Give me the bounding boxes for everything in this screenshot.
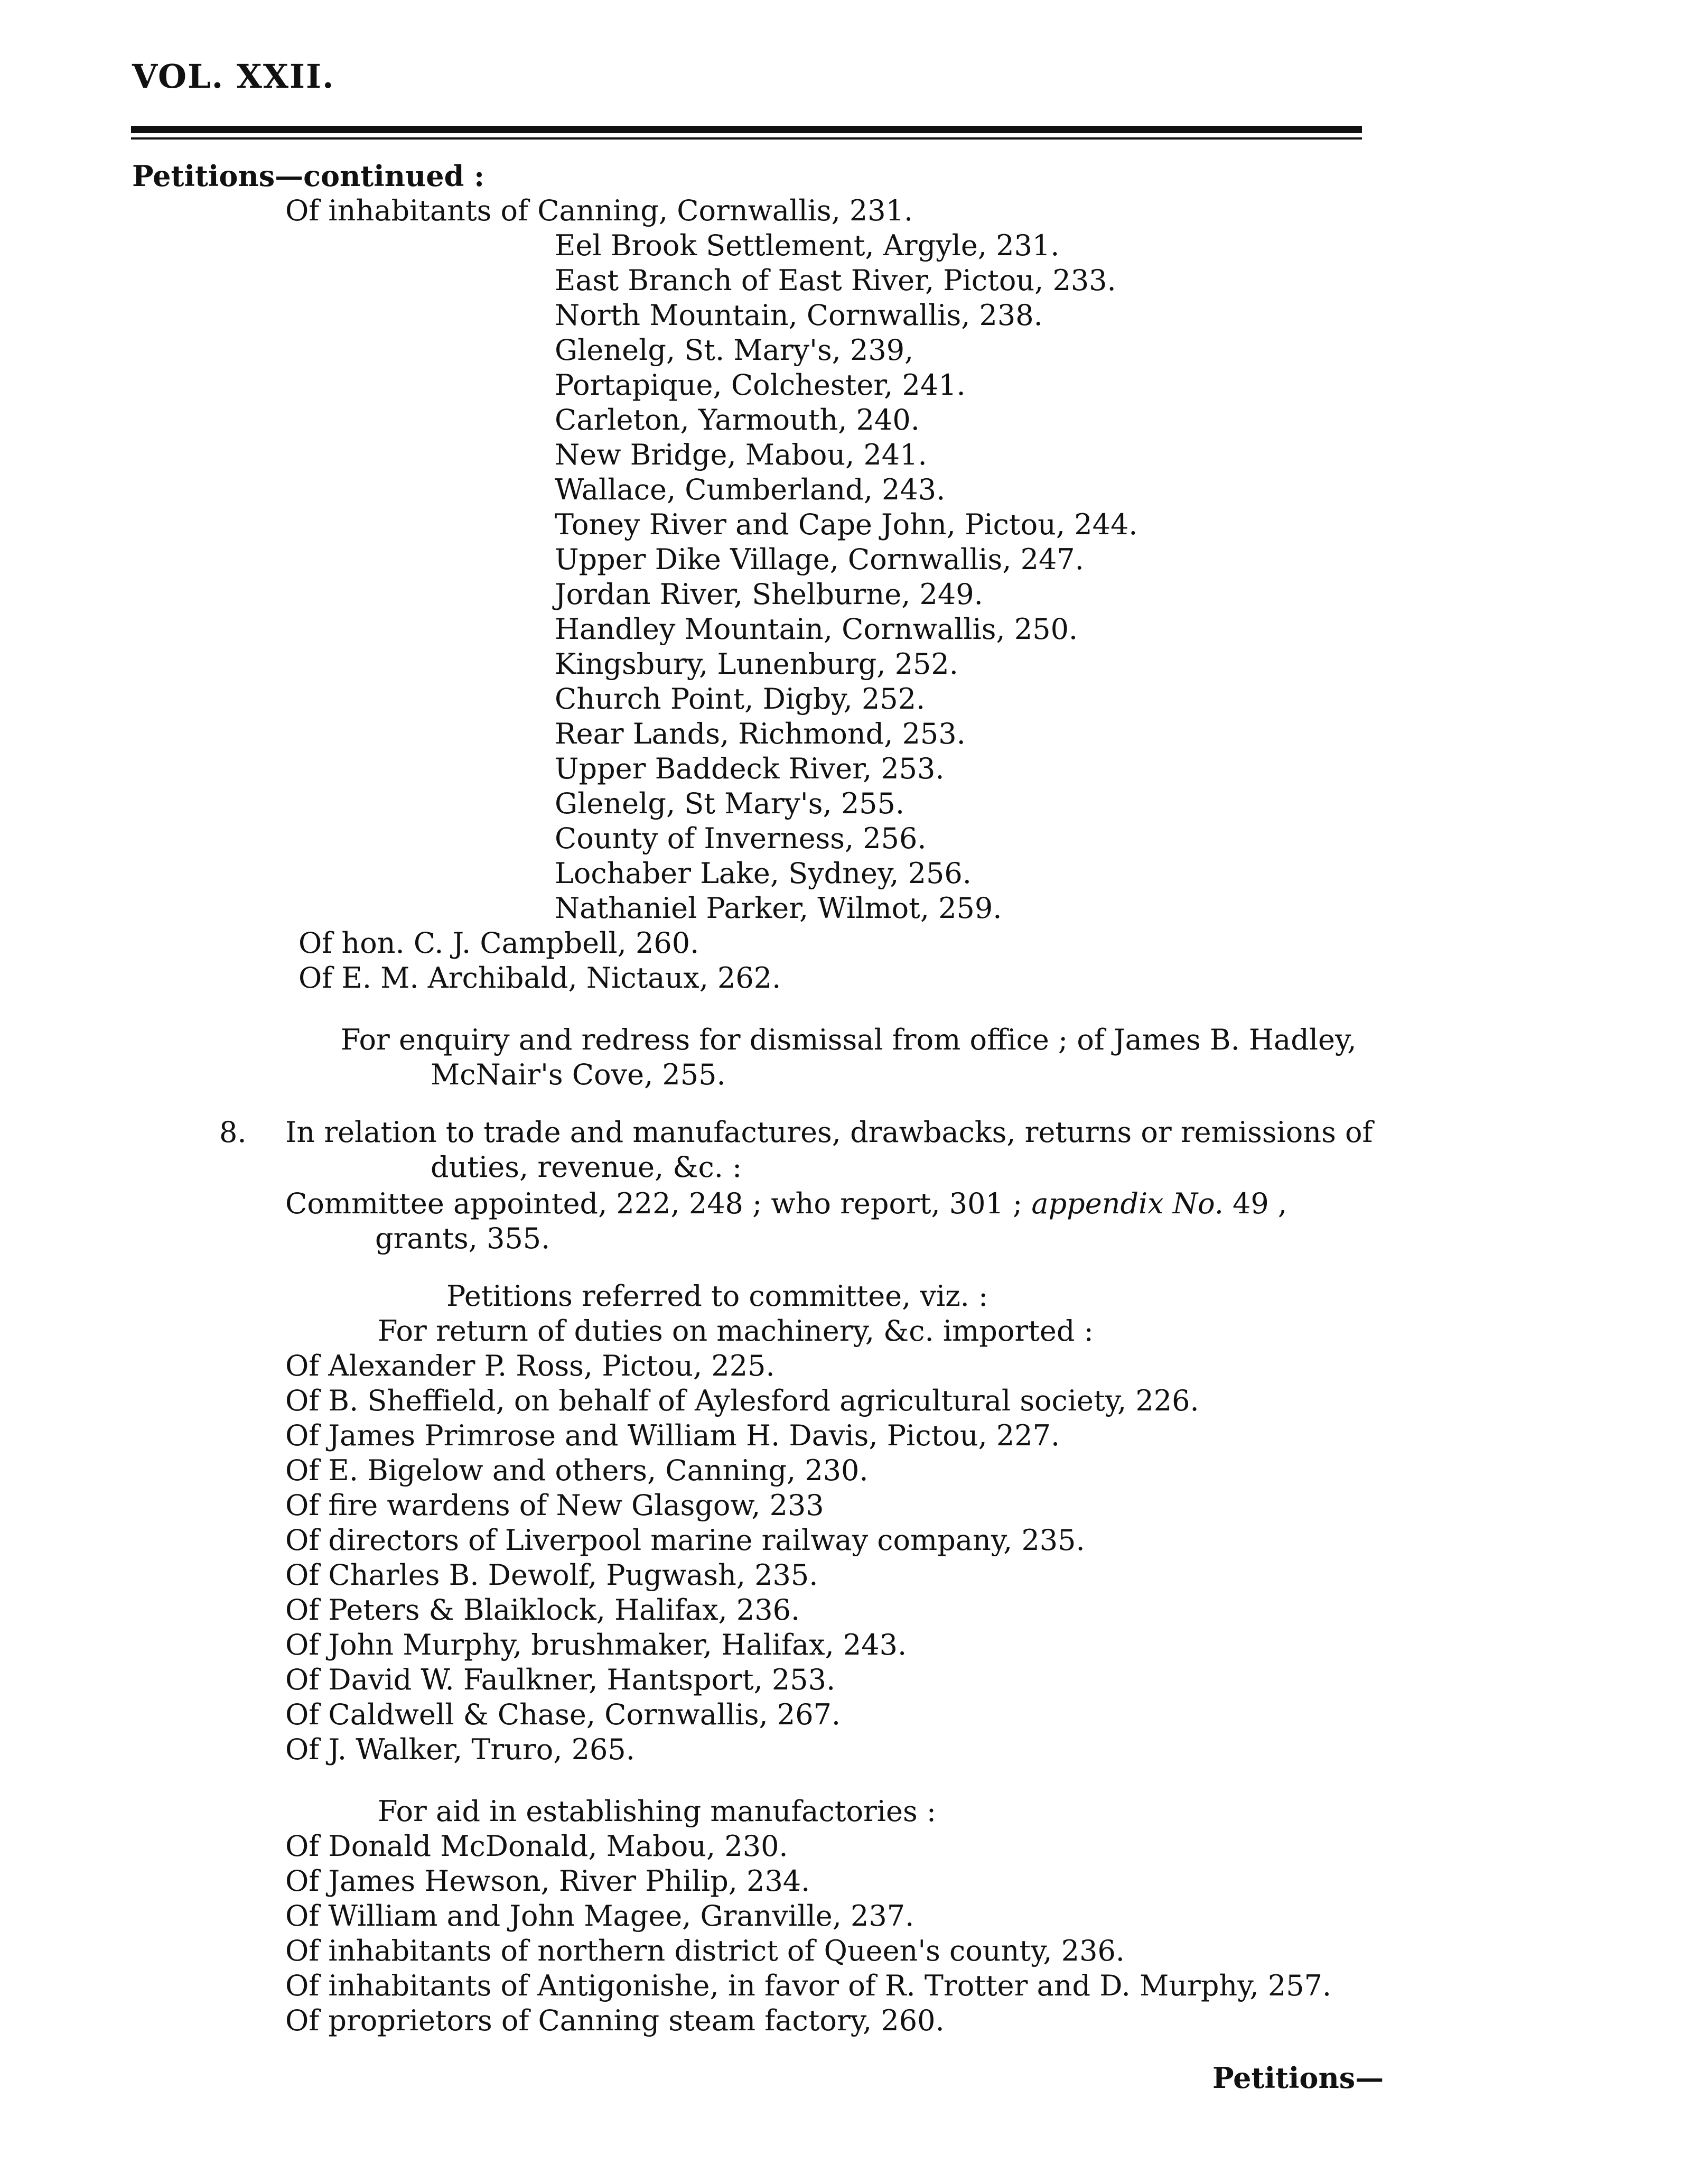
list-item: Eel Brook Settlement, Argyle, 231. (555, 229, 1060, 262)
list-item: Of Caldwell & Chase, Cornwallis, 267. (285, 1698, 841, 1731)
list-item: Of Donald McDonald, Mabou, 230. (285, 1829, 788, 1863)
referred-heading: Petitions referred to committee, viz. : (446, 1279, 988, 1313)
list-item: Of William and John Magee, Granville, 237. (285, 1899, 914, 1933)
list-item: Of inhabitants of Antigonishe, in favor of R. Trotter and D. Murphy, 257. (285, 1969, 1332, 2002)
list-item: Of E. Bigelow and others, Canning, 230. (285, 1454, 869, 1487)
committee-line (285, 1186, 1287, 1221)
header-rule-thick (131, 126, 1362, 133)
list-item: Of hon. C. J. Campbell, 260. (298, 926, 699, 960)
item8-line-1: In relation to trade and manufactures, drawbacks, returns or remissions of (285, 1116, 1373, 1149)
catchword: Petitions— (1212, 2061, 1384, 2095)
header-rule-thin (131, 137, 1362, 140)
enquiry-line-1: For enquiry and redress for dismissal from office ; of James B. Hadley, (341, 1023, 1357, 1056)
manufactories-heading: For aid in establishing manufactories : (378, 1795, 937, 1828)
list-item: Of B. Sheffield, on behalf of Aylesford agricultural society, 226. (285, 1384, 1199, 1417)
list-item: Glenelg, St Mary's, 255. (555, 787, 905, 820)
list-item: Toney River and Cape John, Pictou, 244. (555, 508, 1138, 541)
item8-line-2: duties, revenue, &c. : (431, 1150, 742, 1184)
list-item: New Bridge, Mabou, 241. (555, 438, 927, 471)
volume-header: VOL. XXII. (132, 57, 335, 96)
list-item: Upper Dike Village, Cornwallis, 247. (555, 543, 1084, 576)
list-item: North Mountain, Cornwallis, 238. (555, 299, 1043, 332)
appendix-number: 49 , (1223, 1187, 1287, 1220)
list-item: Nathaniel Parker, Wilmot, 259. (555, 891, 1002, 925)
list-item: Of directors of Liverpool marine railway company, 235. (285, 1524, 1085, 1557)
list-item: Of J. Walker, Truro, 265. (285, 1733, 635, 1766)
item-number: 8. (219, 1116, 247, 1149)
list-item: Handley Mountain, Cornwallis, 250. (555, 612, 1078, 646)
list-item: Carleton, Yarmouth, 240. (555, 403, 920, 436)
list-item: Wallace, Cumberland, 243. (555, 473, 946, 506)
list-item: Kingsbury, Lunenburg, 252. (555, 647, 958, 681)
list-item: Of inhabitants of northern district of Queen's county, 236. (285, 1934, 1125, 1967)
return-duties-heading: For return of duties on machinery, &c. imported : (378, 1314, 1094, 1348)
list-item: Of James Hewson, River Philip, 234. (285, 1864, 810, 1898)
enquiry-line-2: McNair's Cove, 255. (431, 1058, 726, 1091)
list-item: Of fire wardens of New Glasgow, 233 (285, 1489, 824, 1522)
section-heading: Petitions—continued : (132, 159, 485, 193)
list-item: Of Peters & Blaiklock, Halifax, 236. (285, 1593, 800, 1627)
list-item: Lochaber Lake, Sydney, 256. (555, 857, 972, 890)
list-item: Of Alexander P. Ross, Pictou, 225. (285, 1349, 775, 1382)
list-item: Upper Baddeck River, 253. (555, 752, 945, 785)
list-item: Glenelg, St. Mary's, 239, (555, 333, 914, 367)
appendix-reference: appendix No. (1031, 1187, 1224, 1220)
committee-grants: grants, 355. (375, 1222, 550, 1255)
list-item: Of E. M. Archibald, Nictaux, 262. (298, 961, 781, 995)
inhabitants-lead: Of inhabitants of Canning, Cornwallis, 231. (285, 194, 913, 227)
list-item: Of James Primrose and William H. Davis, Pictou, 227. (285, 1419, 1060, 1452)
list-item: Rear Lands, Richmond, 253. (555, 717, 966, 750)
list-item: Of Charles B. Dewolf, Pugwash, 235. (285, 1558, 818, 1592)
list-item: Of proprietors of Canning steam factory, 260. (285, 2004, 945, 2037)
list-item: County of Inverness, 256. (555, 822, 927, 855)
list-item: Jordan River, Shelburne, 249. (555, 578, 983, 611)
list-item: Of John Murphy, brushmaker, Halifax, 243. (285, 1628, 907, 1661)
committee-text: Committee appointed, 222, 248 ; who report, 301 ; (285, 1187, 1032, 1220)
list-item: Church Point, Digby, 252. (555, 682, 926, 716)
list-item: Portapique, Colchester, 241. (555, 368, 966, 402)
list-item: Of David W. Faulkner, Hantsport, 253. (285, 1663, 836, 1696)
list-item: East Branch of East River, Pictou, 233. (555, 264, 1116, 297)
